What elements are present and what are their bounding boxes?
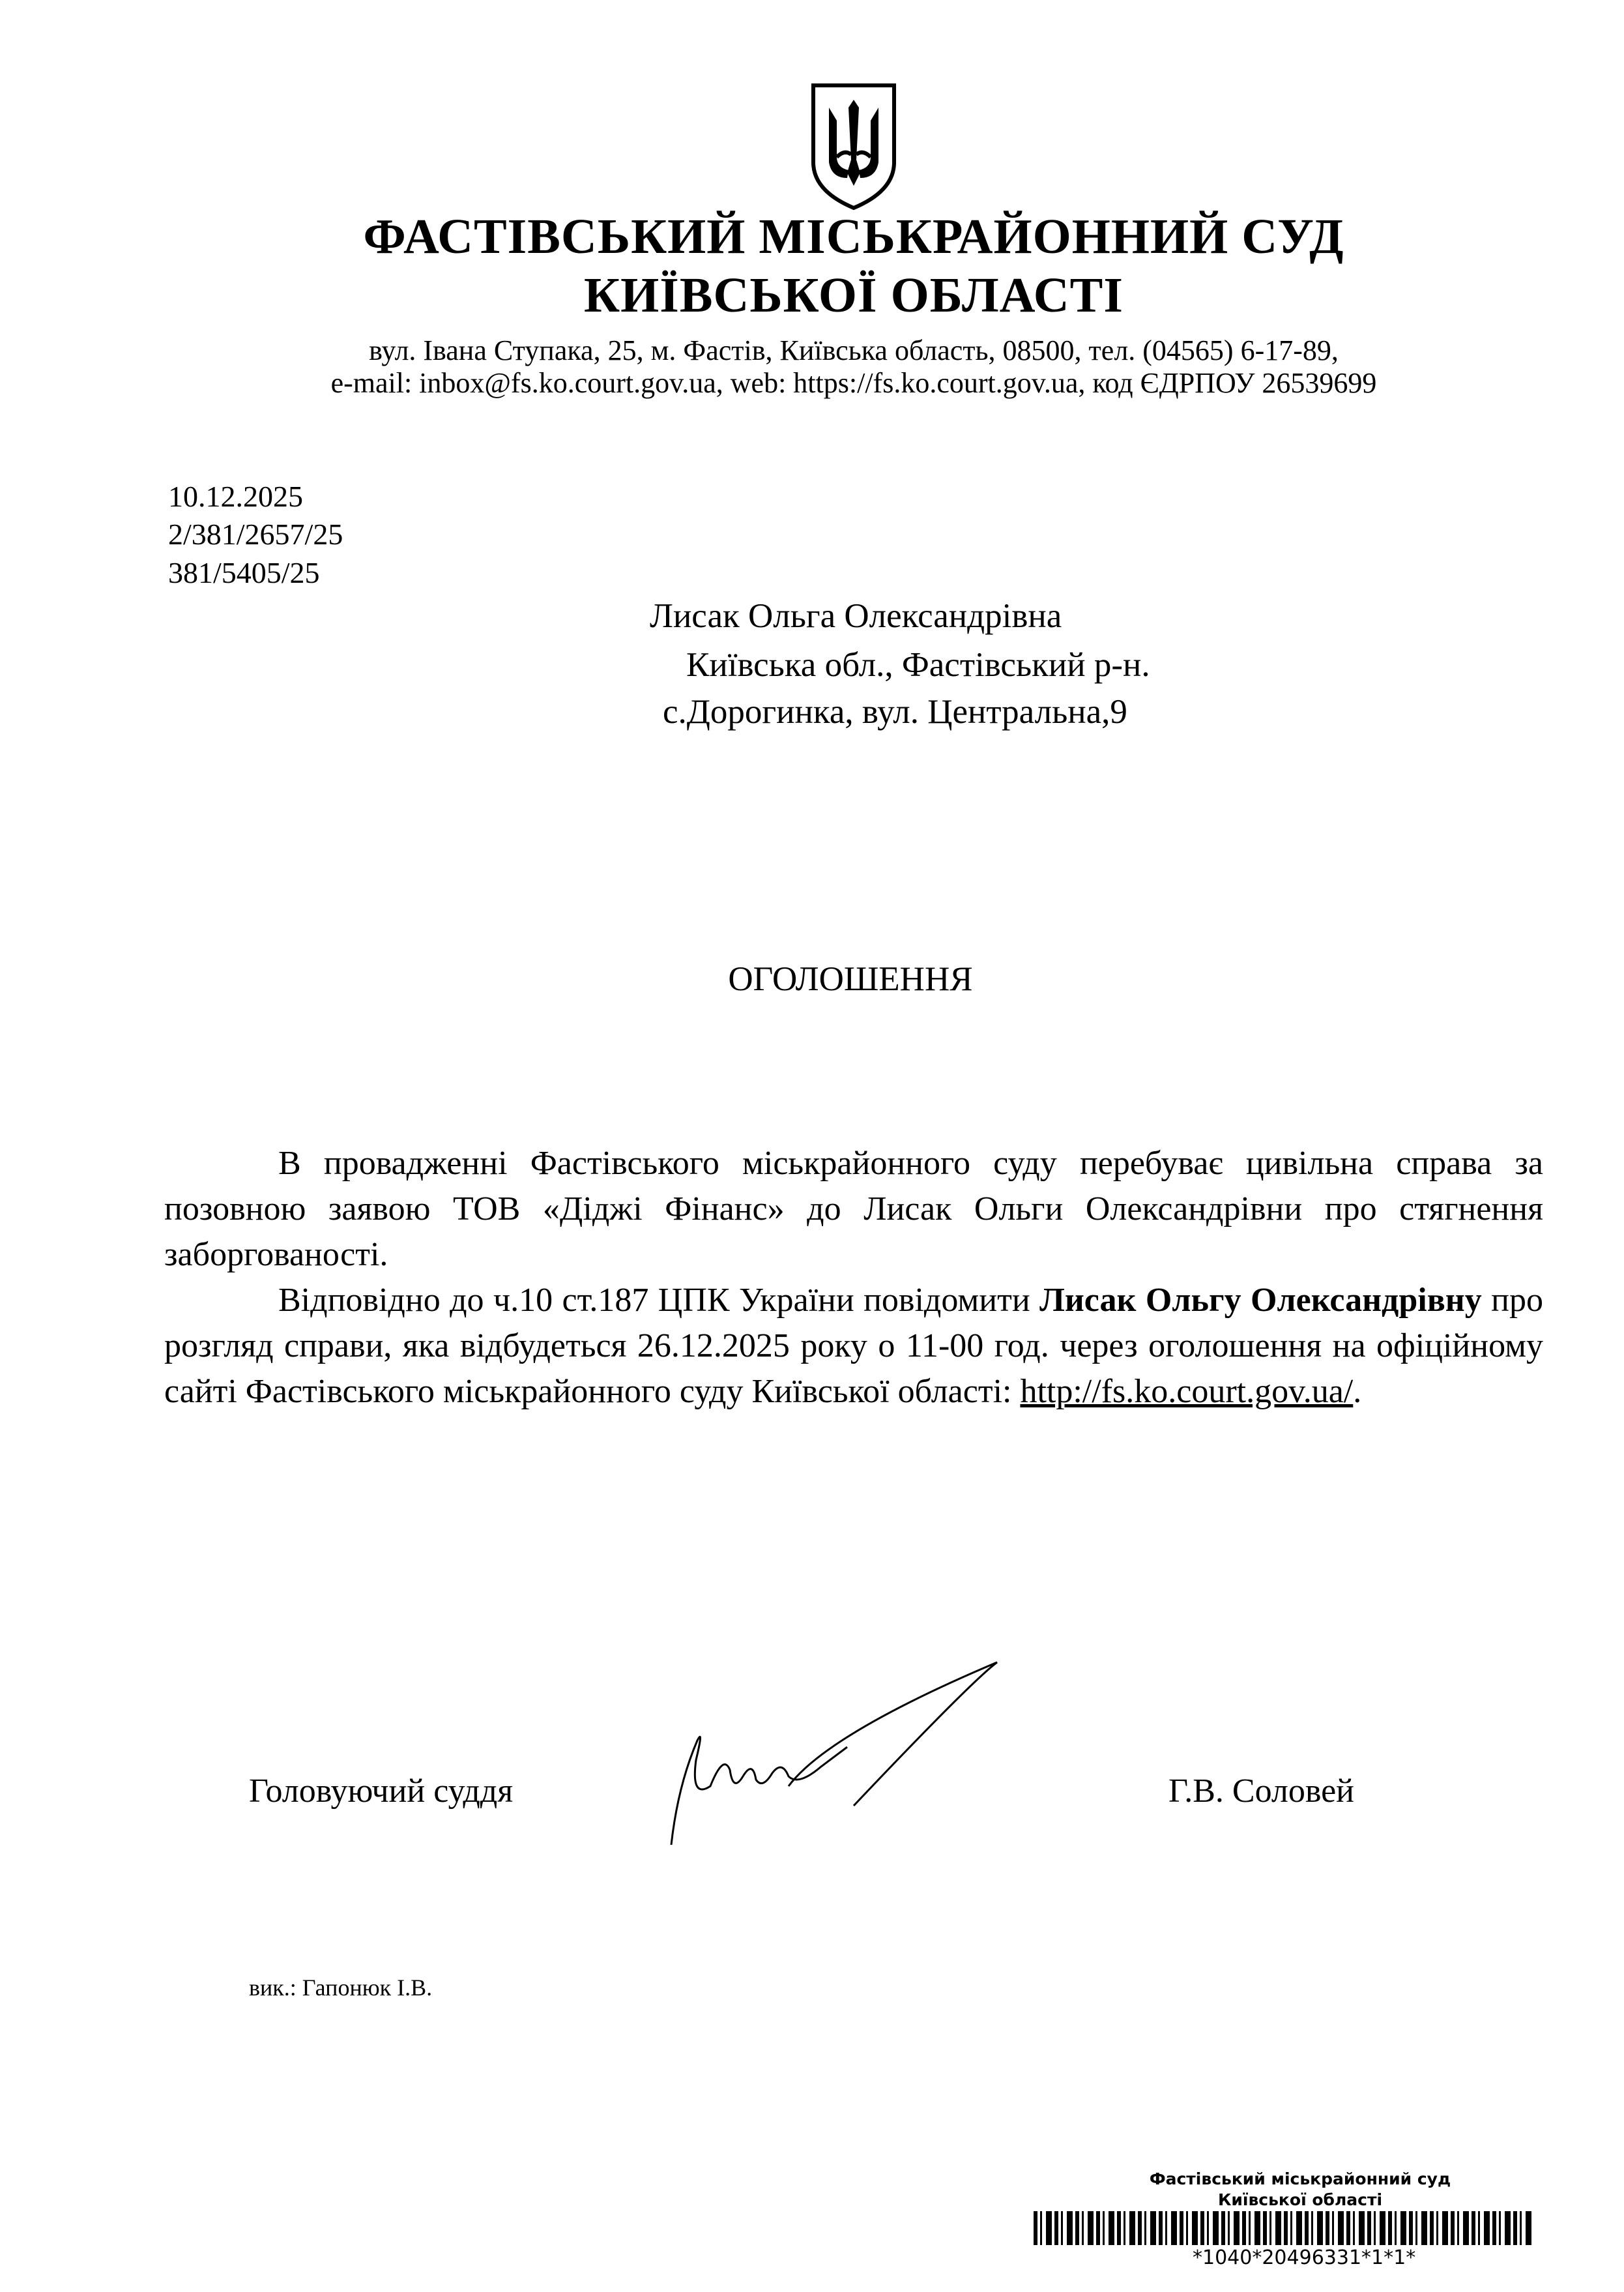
handwritten-signature <box>658 1656 1010 1851</box>
barcode-number: *1040*20496331*1*1* <box>1193 2246 1416 2269</box>
addressee-region: Київська обл., Фастівський р-н. <box>686 646 1150 684</box>
stamp-court-region: Київської області <box>1217 2190 1383 2209</box>
executor-note: вик.: Гапонюк І.В. <box>249 1975 433 2001</box>
notice-text: . <box>1353 1373 1362 1410</box>
court-name-line2: КИЇВСЬКОЇ ОБЛАСТІ <box>584 268 1124 323</box>
signature-position: Головуючий суддя <box>249 1772 514 1810</box>
notice-text: про розгляд справи, яка відбудеться 26.12.2025 року о 11-00 год. через оголошення на офіційному сайті Фастівського міськрайонного суду Київської області: <box>164 1282 1544 1410</box>
barcode <box>1034 2211 1532 2245</box>
court-contacts: e-mail: inbox@fs.ko.court.gov.ua, web: https://fs.ko.court.gov.ua, код ЄДРПОУ 26539699 <box>330 367 1377 399</box>
judge-name: Г.В. Соловей <box>1168 1772 1354 1810</box>
case-number: 2/381/2657/25 <box>168 518 343 551</box>
addressee-name: Лисак Ольга Олександрівна <box>650 597 1062 635</box>
stamp-court-name: Фастівський міськрайонний суд <box>1149 2169 1451 2188</box>
defendant-name: Лисак Ольгу Олександрівну <box>1039 1282 1482 1319</box>
announcement-body <box>164 1141 1543 1415</box>
court-name-line1: ФАСТІВСЬКИЙ МІСЬКРАЙОННИЙ СУД <box>363 209 1344 264</box>
addressee-street: с.Дорогинка, вул. Центральна,9 <box>663 693 1127 731</box>
court-address: вул. Івана Ступака, 25, м. Фастів, Київська область, 08500, тел. (04565) 6-17-89, <box>369 334 1339 366</box>
proceeding-number: 381/5405/25 <box>168 556 320 589</box>
paragraph-case: В провадженні Фастівського міськрайонного суду перебуває цивільна справа за позовною заявою ТОВ «Діджі Фінанс» до Лисак Ольги Олександрівни про стягнення заборгованості. <box>164 1145 1543 1273</box>
letter-date: 10.12.2025 <box>168 480 303 513</box>
court-website-link[interactable]: http://fs.ko.court.gov.ua/ <box>1020 1373 1354 1410</box>
coat-of-arms-icon <box>808 81 899 212</box>
paragraph-notice <box>164 1278 1543 1415</box>
document-heading: ОГОЛОШЕННЯ <box>728 960 973 998</box>
notice-text: Відповідно до ч.10 ст.187 ЦПК України повідомити <box>278 1282 1040 1319</box>
